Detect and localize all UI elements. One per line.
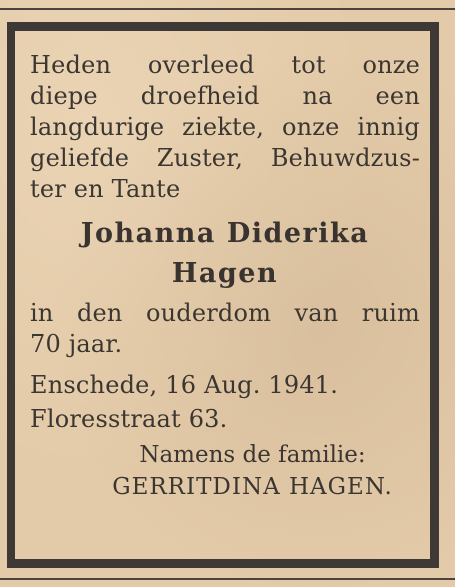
word: na [302, 82, 333, 110]
word: geliefde [30, 144, 130, 172]
age-line-2 [30, 329, 420, 360]
word: onze [281, 113, 340, 141]
word: onze [362, 51, 420, 79]
top-rule [0, 8, 455, 10]
on-behalf-line: Namens de familie: [139, 442, 366, 468]
place-date: Enschede, 16 Aug. 1941. [30, 371, 339, 399]
word: Heden [30, 51, 112, 79]
intro-line-1 [30, 50, 420, 81]
word: in [30, 299, 54, 327]
deceased-name-first: Johanna Diderika [80, 218, 370, 249]
word: den [76, 299, 123, 327]
address: Floresstraat 63. [30, 405, 228, 433]
intro-line-5 [30, 174, 420, 205]
notice-body [30, 50, 420, 503]
intro-line-2 [30, 81, 420, 112]
word: innig [357, 113, 420, 141]
intro-paragraph [30, 50, 420, 205]
word: van [294, 299, 339, 327]
signatory-name: GERRITDINA HAGEN. [112, 474, 393, 500]
age-line-1 [30, 298, 420, 329]
deceased-name-last: Hagen [171, 258, 279, 289]
word: ouderdom [145, 299, 272, 327]
word: overleed [147, 51, 255, 79]
word: Behuwdzus- [270, 144, 420, 172]
word: Zuster, [156, 144, 244, 172]
word: diepe [30, 82, 98, 110]
word: ruim [361, 299, 420, 327]
word: langdurige [30, 113, 165, 141]
age-paragraph [30, 298, 420, 360]
word: 70 jaar. [30, 330, 123, 358]
intro-line-4 [30, 143, 420, 174]
word: een [375, 82, 420, 110]
word: ter en Tante [30, 175, 181, 203]
word: ziekte, [182, 113, 265, 141]
word: tot [291, 51, 326, 79]
bottom-rule [0, 578, 455, 580]
word: droefheid [140, 82, 260, 110]
intro-line-3 [30, 112, 420, 143]
